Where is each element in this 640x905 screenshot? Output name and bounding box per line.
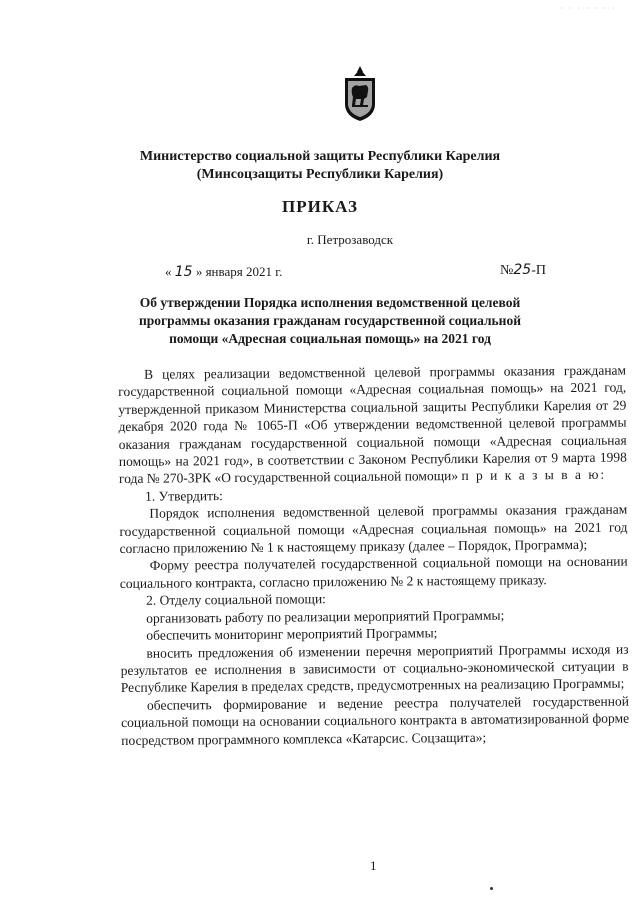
item-1-procedure: Порядок исполнения ведомственной целевой программы оказания гражданам государственной социальной помощи «Адресная социальная помощь» на 2021 год согласно приложению № 1 к настоящему приказу (далее – Порядок, Программа); [119,501,628,557]
city-line: г. Петрозаводск [306,232,394,247]
order-verb: п р и к а з ы в а ю: [461,467,607,484]
date-month-year: » января 2021 г. [195,264,283,279]
order-body [118,362,629,749]
item-1-heading: 1. Утвердить: [145,487,223,504]
karelia-coat-of-arms-icon [340,66,380,122]
ministry-name-line1: Министерство социальной защиты Республики Карелия [139,149,501,164]
item-2-proposals: вносить предложения об изменении перечня мероприятий Программы исходя из результатов ее исполнения в зависимости от социально-экономической ситуации в Республике Карелия в пределах средств, предусмотренных на реализацию Программы; [120,641,629,696]
date-day-handwritten: 15 [174,264,193,280]
subject-line2: программы оказания гражданам государственной социальной [139,313,521,328]
ministry-name-line2: (Минсоцзащиты Республики Карелия) [196,167,444,182]
document-type-title: ПРИКАЗ [282,197,358,216]
item-2-organize: организовать работу по реализации мероприятий Программы; [146,607,505,626]
ministry-name [0,148,640,184]
order-subject [120,294,540,348]
subject-line3: помощи «Адресная социальная помощь» на 2021 год [169,331,491,346]
order-date [165,264,282,280]
number-value-handwritten: 25 [513,262,532,278]
subject-line1: Об утверждении Порядка исполнения ведомственной целевой [139,295,521,310]
order-number [500,262,546,279]
date-open-quote: « [165,264,172,279]
item-2-heading: 2. Отделу социальной помощи: [145,591,326,609]
item-2-register: обеспечить формирование и ведение реестра получателей государственной социальной помощи на основании социального контракта в автоматизированной форме посредством программного комплекса «Катарсис. Соцзащита»; [121,693,630,748]
scan-dot-mark [490,887,493,890]
preamble-paragraph [118,362,627,488]
item-1-register-form: Форму реестра получателей государственной социальной помощи на основании социального контракта, согласно приложению № 2 к настоящему приказу. [119,554,628,591]
page-number: 1 [370,858,377,873]
scan-corner-mark: · · · · · · · [560,4,617,13]
preamble-text: В целях реализации ведомственной целевой программы оказания гражданам государственной социальной помощи «Адресная социальная помощь» на 2021 год, утвержденной приказом Министерства социальной защиты Республики Карелия от 29 декабря 2020 года № 1065-П «Об утверждении ведомственной целевой программы оказания гражданам государственной социальной помощи «Адресная социальная помощь» на 2021 год», в соответствии с Законом Республики Карелия от 9 марта 1998 года № 270-ЗРК «О государственной социальной помощи» [118,362,627,487]
item-2-monitoring: обеспечить мониторинг мероприятий Программы; [146,625,438,643]
number-suffix: -П [531,263,546,278]
number-prefix: № [500,263,514,278]
